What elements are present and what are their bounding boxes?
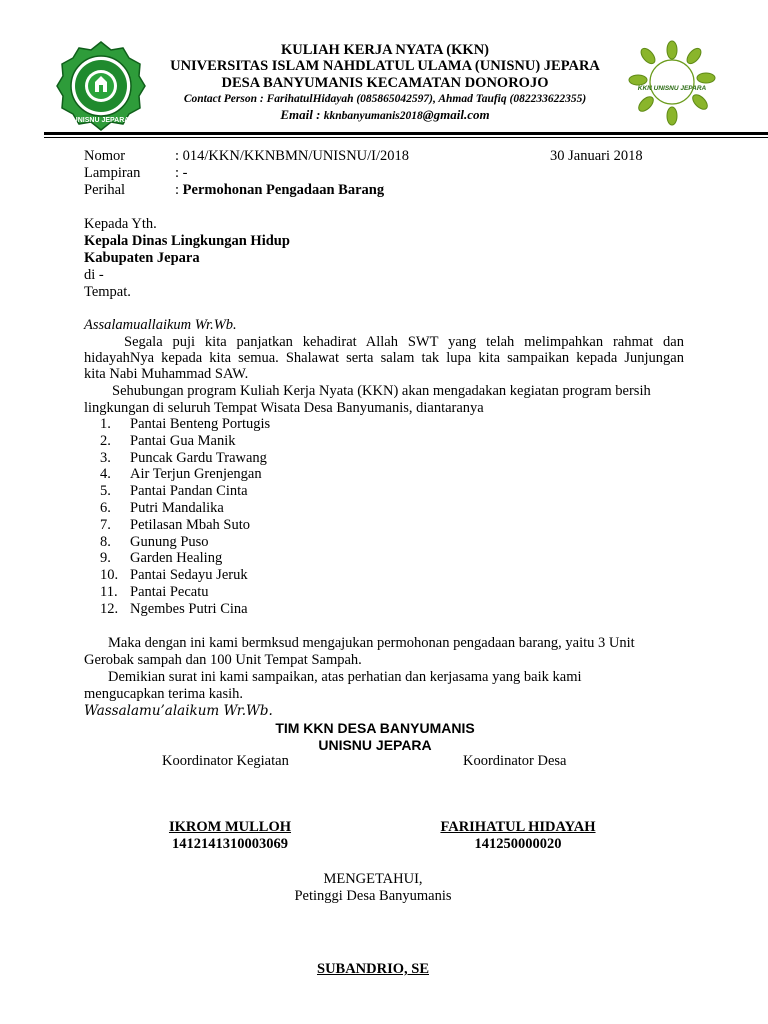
header-rule-thin — [44, 137, 768, 138]
nomor-label: Nomor — [84, 148, 126, 164]
list-item-text: Air Terjun Grenjengan — [130, 466, 262, 483]
list-item-number: 3. — [100, 449, 111, 466]
list-item-text: Gunung Puso — [130, 533, 209, 550]
village-head-title: Petinggi Desa Banyumanis — [294, 888, 452, 904]
lampiran-label: Lampiran — [84, 165, 141, 181]
recipient-line-2: Kepala Dinas Lingkungan Hidup — [84, 233, 290, 249]
left-signer-name: IKROM MULLOH — [168, 819, 292, 835]
list-item-number: 7. — [100, 516, 111, 533]
header-contact: Contact Person : FarihatulHidayah (085865042597), Ahmad Taufiq (082233622355) — [183, 93, 587, 105]
header-line-2: UNIVERSITAS ISLAM NAHDLATUL ULAMA (UNISNU) JEPARA — [170, 58, 600, 74]
list-item-number: 9. — [100, 550, 111, 567]
para3-line1: Maka dengan ini kami bermksud mengajukan permohonan pengadaan barang, yaitu 3 Unit — [108, 635, 635, 651]
list-item-number: 10. — [100, 567, 119, 584]
list-item-text: Petilasan Mbah Suto — [130, 516, 251, 533]
recipient-line-1: Kepada Yth. — [84, 216, 157, 232]
para3-line2: Gerobak sampah dan 100 Unit Tempat Sampah. — [84, 652, 362, 668]
kkn-logo — [626, 40, 718, 126]
para1-line2: hidayahNya kepada kita semua. Shalawat serta salam tak lupa kita sampaikan kepada Junjungan — [84, 350, 684, 366]
email-domain: @gmail.com — [422, 107, 490, 122]
list-item — [100, 433, 270, 450]
acknowledged-label: MENGETAHUI, — [323, 871, 423, 887]
list-item — [100, 601, 270, 618]
right-signer-name: FARIHATUL HIDAYAH — [440, 819, 596, 835]
list-item-text: Pantai Benteng Portugis — [130, 416, 271, 432]
perihal-label: Perihal — [84, 182, 126, 198]
header-line-1: KULIAH KERJA NYATA (KKN) — [281, 42, 489, 58]
left-signer-role: Koordinator Kegiatan — [162, 753, 289, 769]
header-email — [150, 107, 620, 123]
para2-line2: lingkungan di seluruh Tempat Wisata Desa Banyumanis, diantaranya — [84, 400, 484, 416]
para4-line2: mengucapkan terima kasih. — [84, 686, 244, 702]
lampiran-value: : - — [175, 165, 188, 181]
recipient-line-3: Kabupaten Jepara — [84, 250, 200, 266]
list-item — [100, 534, 270, 551]
header-line-3: DESA BANYUMANIS KECAMATAN DONOROJO — [221, 75, 549, 91]
list-item — [100, 483, 270, 500]
list-item-text: Putri Mandalika — [130, 499, 224, 516]
email-user: kknbanyumanis2018 — [323, 110, 423, 122]
team-university: UNISNU JEPARA — [318, 737, 432, 753]
email-label: Email : — [280, 107, 321, 122]
list-item — [100, 567, 270, 584]
list-item-text: Ngembes Putri Cina — [130, 600, 248, 617]
list-item-text: Pantai Pecatu — [130, 583, 209, 600]
letter-date: 30 Januari 2018 — [550, 148, 643, 164]
list-item-text: Garden Healing — [130, 550, 223, 567]
list-item-number: 5. — [100, 483, 111, 500]
list-item — [100, 584, 270, 601]
list-item-text: Pantai Gua Manik — [130, 432, 236, 449]
list-item — [100, 450, 270, 467]
para2-line1: Sehubungan program Kuliah Kerja Nyata (KKN) akan mengadakan kegiatan program bersih — [112, 383, 651, 399]
perihal-colon: : — [175, 182, 180, 198]
nomor-value: : 014/KKN/KKNBMN/UNISNU/I/2018 — [175, 148, 410, 164]
recipient-line-4: di - — [84, 267, 104, 283]
list-item-number: 1. — [100, 416, 111, 432]
tourism-sites-list — [100, 416, 270, 618]
list-item — [100, 500, 270, 517]
closing-greeting: Wassalamu’alaikum Wr.Wb. — [84, 703, 273, 719]
list-item-number: 2. — [100, 432, 111, 449]
village-head-name: SUBANDRIO, SE — [317, 961, 429, 977]
right-signer-id: 141250000020 — [474, 836, 562, 852]
list-item — [100, 466, 270, 483]
para1-line3: kita Nabi Muhammad SAW. — [84, 366, 249, 382]
team-title: TIM KKN DESA BANYUMANIS — [275, 720, 475, 736]
right-signer-role: Koordinator Desa — [463, 753, 567, 769]
perihal-subject: Permohonan Pengadaan Barang — [182, 182, 385, 198]
para1-line1: Segala puji kita panjatkan kehadirat Allah SWT yang telah melimpahkan rahmat dan — [124, 334, 684, 350]
perihal-value — [175, 182, 384, 199]
list-item-number: 11. — [100, 583, 118, 600]
list-item-number: 12. — [100, 600, 119, 617]
para4-line1: Demikian surat ini kami sampaikan, atas perhatian dan kerjasama yang baik kami — [108, 669, 582, 685]
unisnu-logo — [55, 40, 147, 132]
list-item — [100, 517, 270, 534]
list-item — [100, 416, 270, 433]
list-item-text: Puncak Gardu Trawang — [130, 449, 267, 466]
right-logo-text: KKN UNISNU JEPARA — [637, 85, 707, 92]
list-item-number: 6. — [100, 499, 111, 516]
greeting: Assalamuallaikum Wr.Wb. — [84, 317, 237, 333]
list-item-number: 8. — [100, 533, 111, 550]
header-rule-thick — [44, 132, 768, 135]
list-item-text: Pantai Pandan Cinta — [130, 483, 248, 500]
list-item-text: Pantai Sedayu Jeruk — [130, 567, 248, 584]
left-signer-id: 1412141310003069 — [172, 836, 288, 852]
list-item-number: 4. — [100, 466, 111, 483]
left-logo-text: UNISNU JEPARA — [72, 117, 130, 124]
list-item — [100, 550, 270, 567]
recipient-line-5: Tempat. — [84, 284, 131, 300]
